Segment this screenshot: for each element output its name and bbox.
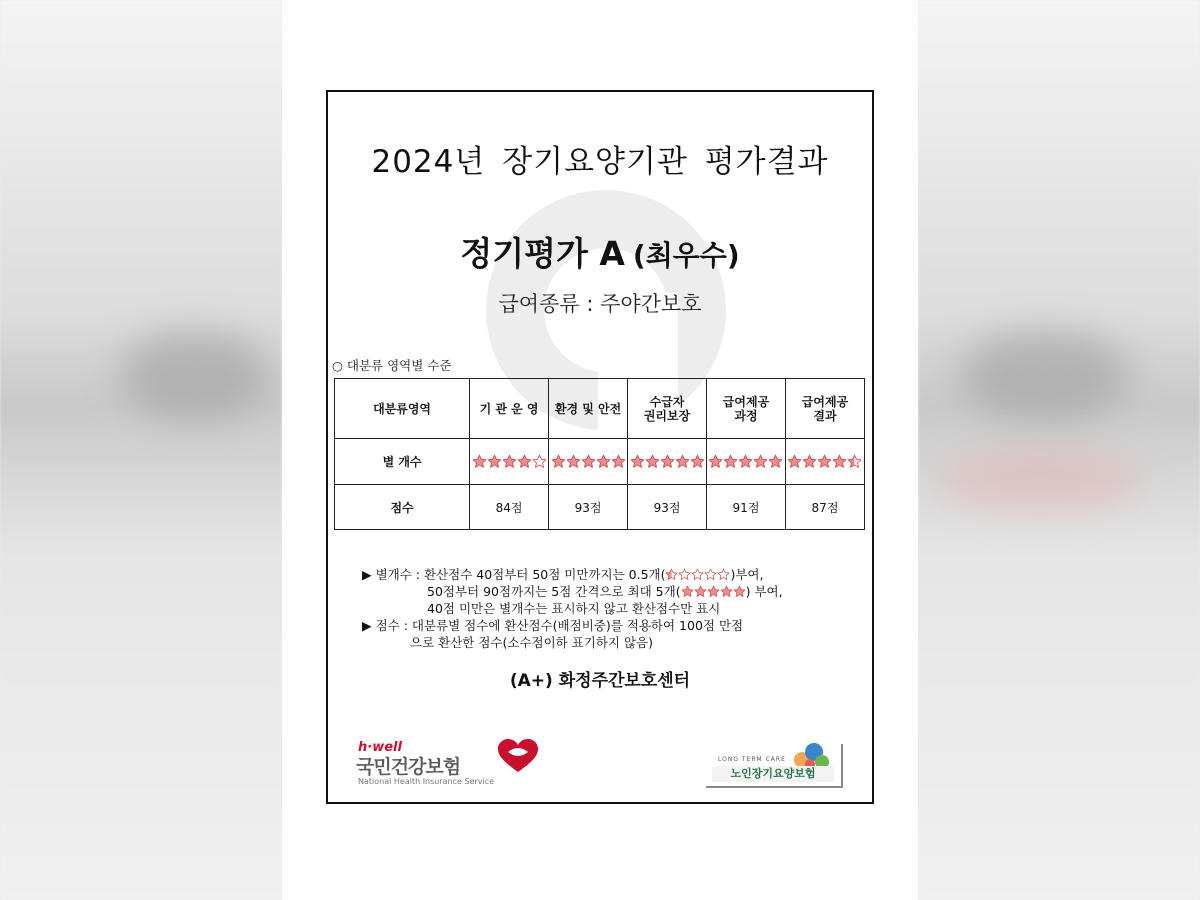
table-header-row: [335, 379, 865, 439]
star-full-icon: [581, 454, 596, 469]
star-full-icon: [551, 454, 566, 469]
star-full-icon: [723, 454, 738, 469]
nhis-logo: [356, 738, 541, 790]
nhis-english: National Health Insurance Service: [358, 777, 495, 786]
note-text: )부여,: [730, 567, 764, 582]
header-text: 급여제공 과정: [722, 394, 770, 423]
star-rating: [630, 454, 705, 469]
star-rating: [551, 454, 626, 469]
row-label: 점수: [335, 485, 470, 530]
star-cell: [785, 439, 864, 485]
star-empty-icon: [678, 568, 691, 581]
star-full-icon: [611, 454, 626, 469]
grade-result: [328, 228, 872, 275]
star-rating: [472, 454, 547, 469]
star-empty-icon: [532, 454, 547, 469]
star-full-icon: [694, 585, 707, 598]
score-cell: 93점: [549, 485, 628, 530]
star-half-icon: [665, 568, 678, 581]
star-full-icon: [832, 454, 847, 469]
section-label: ○ 대분류 영역별 수준: [332, 358, 452, 373]
star-full-icon: [787, 454, 802, 469]
score-cell: 93점: [628, 485, 707, 530]
table-row-score: [335, 485, 865, 530]
notes-block: [362, 566, 783, 651]
star-full-icon: [708, 454, 723, 469]
star-empty-icon: [717, 568, 730, 581]
note-line: [362, 566, 783, 583]
star-full-icon: [690, 454, 705, 469]
star-empty-icon: [704, 568, 717, 581]
note-text: ) 부여,: [745, 584, 783, 599]
note-line: [362, 583, 783, 600]
background-blur: [940, 450, 1140, 510]
star-full-icon: [753, 454, 768, 469]
header-text: 급여제공 결과: [801, 394, 849, 423]
star-cell: [707, 439, 786, 485]
note-text: ▶ 별개수 : 환산점수 40점부터 50점 미만까지는 0.5개(: [362, 567, 666, 582]
star-full-icon: [487, 454, 502, 469]
row-label: 별 개수: [335, 439, 470, 485]
half-star-example: [665, 568, 730, 581]
five-star-example: [681, 585, 746, 598]
grade-note: (최우수): [632, 239, 740, 272]
star-cell: [549, 439, 628, 485]
star-empty-icon: [691, 568, 704, 581]
nhis-brand: h·well: [358, 740, 402, 755]
grade-label: 정기평가 A: [460, 234, 625, 273]
table-header: 대분류영역: [335, 379, 470, 439]
table-row-stars: [335, 439, 865, 485]
star-half-icon: [847, 454, 862, 469]
star-full-icon: [517, 454, 532, 469]
document-title: 2024년 장기요양기관 평가결과: [371, 144, 829, 180]
star-full-icon: [596, 454, 611, 469]
star-full-icon: [660, 454, 675, 469]
star-full-icon: [472, 454, 487, 469]
score-cell: 91점: [707, 485, 786, 530]
nhis-name: 국민건강보험: [356, 756, 461, 778]
table-header: 기 관 운 영: [470, 379, 549, 439]
note-line: 으로 환산한 점수(소수점이하 표기하지 않음): [410, 635, 653, 650]
score-cell: 87점: [785, 485, 864, 530]
note-text: 50점부터 90점까지는 5점 간격으로 최대 5개(: [427, 584, 681, 599]
evaluation-table: [334, 378, 865, 530]
certificate-frame: [326, 90, 874, 804]
star-full-icon: [802, 454, 817, 469]
star-full-icon: [707, 585, 720, 598]
star-full-icon: [566, 454, 581, 469]
star-full-icon: [738, 454, 753, 469]
star-full-icon: [502, 454, 517, 469]
table-header: 환경 및 안전: [549, 379, 628, 439]
table-header: [628, 379, 707, 439]
ltc-name: 노인장기요양보험: [712, 766, 834, 782]
background-blur: [120, 330, 270, 420]
star-full-icon: [720, 585, 733, 598]
ltc-logo: [706, 744, 843, 788]
star-full-icon: [681, 585, 694, 598]
header-text: 수급자 권리보장: [643, 394, 691, 423]
background-blur: [960, 330, 1130, 420]
note-line: 40점 미만은 별개수는 표시하지 않고 환산점수만 표시: [427, 601, 721, 616]
benefit-type: 급여종류 : 주야간보호: [498, 292, 702, 316]
star-cell: [470, 439, 549, 485]
document-sheet: [282, 0, 918, 900]
ltc-small-text: LONG TERM CARE: [718, 756, 786, 763]
star-full-icon: [733, 585, 746, 598]
star-full-icon: [817, 454, 832, 469]
center-name: (A+) 화정주간보호센터: [509, 671, 691, 691]
table-header: [785, 379, 864, 439]
background-left: [0, 0, 282, 900]
heart-icon: [496, 738, 540, 774]
score-cell: 84점: [470, 485, 549, 530]
table-header: [707, 379, 786, 439]
star-cell: [628, 439, 707, 485]
star-rating: [708, 454, 783, 469]
note-line: ▶ 점수 : 대분류별 점수에 환산점수(배점비중)를 적용하여 100점 만점: [362, 618, 744, 633]
star-full-icon: [768, 454, 783, 469]
star-full-icon: [645, 454, 660, 469]
star-full-icon: [675, 454, 690, 469]
star-rating: [787, 454, 862, 469]
star-full-icon: [630, 454, 645, 469]
